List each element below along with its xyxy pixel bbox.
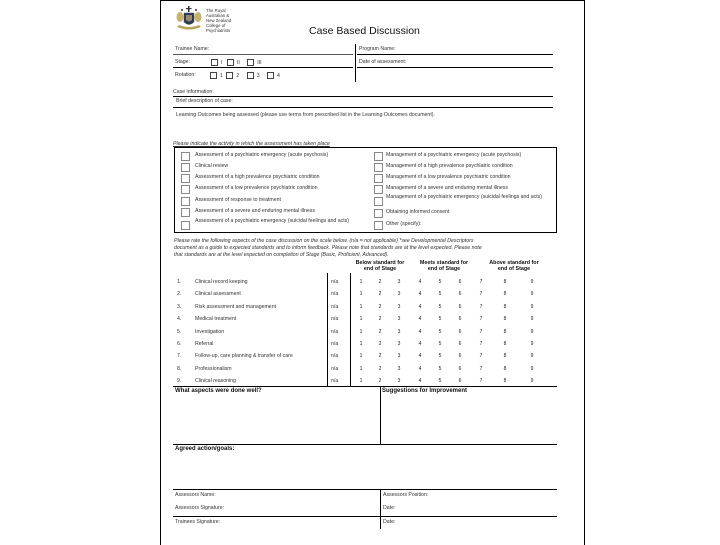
rating-option[interactable]: 8 (503, 341, 507, 347)
rating-option[interactable]: 7 (479, 365, 483, 372)
rating-option[interactable]: 5 (438, 291, 442, 298)
rating-option[interactable]: 6 (458, 279, 462, 285)
rating-option[interactable]: 1 (359, 316, 363, 323)
rating-option[interactable]: 3 (397, 279, 401, 285)
stage-label: Stage: (175, 59, 190, 65)
rating-option[interactable]: 9 (530, 341, 534, 347)
rating-na-option[interactable]: n/a (331, 328, 339, 335)
rating-na-option[interactable]: n/a (331, 291, 339, 298)
page-title: Case Based Discussion (309, 25, 420, 37)
rating-na-option[interactable]: n/a (331, 353, 339, 360)
rating-option[interactable]: 8 (503, 316, 507, 323)
rating-option[interactable]: 3 (397, 378, 401, 385)
case-information-heading: Case information: (173, 89, 214, 95)
item-label: Professionalism (195, 365, 232, 372)
rating-option[interactable]: 5 (438, 341, 442, 347)
item-number: 7. (177, 353, 182, 360)
rating-option[interactable]: 7 (479, 328, 483, 335)
rating-option[interactable]: 7 (479, 279, 483, 285)
rating-option[interactable]: 1 (359, 341, 363, 347)
activity-prompt: Please indicate the activity in which the assessment has taken place (173, 141, 330, 147)
rating-option[interactable]: 9 (530, 316, 534, 323)
rotation-options (210, 72, 280, 79)
program-name-label: Program Name: (359, 46, 396, 52)
rating-option[interactable]: 1 (359, 353, 363, 360)
rating-option[interactable]: 4 (418, 303, 422, 310)
rating-option[interactable]: 1 (359, 365, 363, 372)
activity-option-label: Management of a low prevalence psychiatric condition (386, 174, 511, 180)
item-label: Risk assessment and management (195, 303, 277, 310)
activity-checkbox[interactable] (181, 185, 190, 194)
rating-option[interactable]: 7 (479, 341, 483, 347)
column-header-above (479, 260, 549, 272)
rotation-checkbox-2[interactable] (226, 72, 233, 79)
date-of-assessment-label: Date of assessment: (359, 59, 407, 65)
rating-option[interactable]: 6 (458, 341, 462, 347)
rotation-option-label: 1 (220, 72, 223, 79)
column-header-line: Meets standard for (419, 260, 469, 266)
rating-option[interactable]: 2 (378, 365, 382, 372)
activity-checkbox[interactable] (374, 221, 383, 230)
rating-na-option[interactable]: n/a (331, 341, 339, 347)
rating-option[interactable]: 6 (458, 291, 462, 298)
rating-option[interactable]: 9 (530, 328, 534, 335)
rating-option[interactable]: 1 (359, 378, 363, 385)
activity-checkbox[interactable] (181, 197, 190, 206)
assessor-name-label[interactable]: Assessors Name: (175, 492, 216, 498)
column-header-below (345, 260, 415, 272)
rating-option[interactable]: 6 (458, 378, 462, 385)
rating-option[interactable]: 3 (397, 365, 401, 372)
college-name-line: New Zealand (206, 18, 232, 23)
stage-option-label: II (236, 59, 240, 66)
rating-option[interactable]: 1 (359, 328, 363, 335)
done-well-label: What aspects were done well? (175, 388, 262, 394)
rating-option[interactable]: 4 (418, 279, 422, 285)
item-label: Clinical record keeping (195, 279, 248, 285)
rating-option[interactable]: 4 (418, 365, 422, 372)
activity-option-label: Assessment of a high prevalence psychiatric condition (195, 174, 320, 180)
college-name-line: The Royal (206, 8, 226, 13)
activity-checkbox[interactable] (181, 221, 190, 230)
item-number: 3. (177, 303, 182, 310)
item-label: Follow-up, care planning & transfer of care (195, 353, 293, 360)
rotation-option-label: 4 (277, 72, 280, 79)
activity-option-label: Other (specify): (386, 221, 422, 227)
agreed-action-label: Agreed action/goals: (175, 446, 235, 452)
rotation-option-label: 3 (256, 72, 260, 79)
done-well-input[interactable] (174, 397, 378, 443)
rating-option[interactable]: 2 (378, 378, 382, 385)
rating-option[interactable]: 4 (418, 378, 422, 385)
rating-na-option[interactable]: n/a (331, 279, 339, 285)
item-label: Clinical reasoning (195, 378, 236, 385)
form-page (160, 0, 585, 545)
rating-option[interactable]: 2 (378, 303, 382, 310)
activity-option-label: Management of a psychiatric emergency (acute psychosis) (386, 152, 522, 158)
item-number: 1. (177, 279, 182, 285)
item-label: Medical treatment (195, 316, 237, 323)
rating-option[interactable]: 2 (378, 353, 382, 360)
item-number: 6. (177, 341, 182, 347)
assessor-signature-label[interactable]: Assessors Signature: (175, 505, 225, 511)
rating-option[interactable]: 4 (418, 291, 422, 298)
rating-na-option[interactable]: n/a (331, 378, 339, 385)
activity-option-label: Management of a psychiatric emergency (suicidal feelings and acts) (386, 194, 542, 200)
stage-option-label: I (221, 59, 223, 66)
trainee-signature-label[interactable]: Trainees Signature: (175, 519, 221, 525)
rating-na-option[interactable]: n/a (331, 303, 339, 310)
activity-option-label: Assessment of a psychiatric emergency (acute psychosis) (195, 152, 329, 158)
trainee-name-label: Trainee Name: (175, 46, 210, 52)
rating-option[interactable]: 5 (438, 365, 442, 372)
college-name-line: College of (206, 23, 226, 28)
rating-option[interactable]: 2 (378, 341, 382, 347)
college-crest-icon (175, 5, 203, 33)
rating-option[interactable]: 3 (397, 316, 401, 323)
rating-instructions: that standards are at the level expected on completion of Stage (Basic, Proficient, Advanced). (174, 252, 389, 258)
stage-option-label: III (257, 59, 262, 66)
rating-na-option[interactable]: n/a (331, 365, 339, 372)
rating-option[interactable]: 3 (397, 341, 401, 347)
item-number: 5. (177, 328, 182, 335)
improvement-label: Suggestions for Improvement (382, 388, 468, 394)
column-header-meets (409, 260, 479, 272)
rating-option[interactable]: 6 (458, 316, 462, 323)
rating-option[interactable]: 3 (397, 328, 401, 335)
activity-option-label: Assessment of a psychiatric emergency (suicidal feelings and acts) (195, 218, 349, 224)
rating-option[interactable]: 5 (438, 316, 442, 323)
rating-option[interactable]: 4 (418, 328, 422, 335)
rating-option[interactable]: 2 (378, 328, 382, 335)
activity-checkbox[interactable] (374, 152, 383, 161)
rating-option[interactable]: 8 (503, 291, 507, 298)
college-name (206, 8, 231, 33)
rating-option[interactable]: 9 (530, 291, 534, 298)
rating-option[interactable]: 5 (438, 378, 442, 385)
rating-option[interactable]: 9 (530, 279, 534, 285)
college-name-line: Australian & (206, 13, 230, 18)
rotation-option-label: 2 (236, 72, 240, 79)
trainee-date-label[interactable]: Date: (383, 519, 396, 525)
rating-option[interactable]: 9 (530, 353, 534, 360)
brief-description-label[interactable]: Brief description of case: (176, 98, 233, 104)
stage-options (211, 59, 262, 66)
rating-option[interactable]: 9 (530, 378, 534, 385)
item-label: Investigation (195, 328, 225, 335)
rotation-checkbox-4[interactable] (267, 72, 274, 79)
activity-option-label: Obtaining informed consent (386, 209, 450, 215)
rating-option[interactable]: 1 (359, 303, 363, 310)
activity-option-label: Clinical review (195, 163, 229, 169)
rating-option[interactable]: 7 (479, 353, 483, 360)
rating-option[interactable]: 7 (479, 291, 483, 298)
rating-option[interactable]: 9 (530, 365, 534, 372)
activity-checkbox[interactable] (374, 185, 383, 194)
rating-option[interactable]: 8 (503, 378, 507, 385)
rotation-checkbox-1[interactable] (210, 72, 217, 79)
rating-option[interactable]: 8 (503, 303, 507, 310)
rating-instructions: document as a guide to expected standards and to inform feedback. Please note that standards are at the level expected. Please note (174, 245, 482, 251)
activity-option-label: Management of a severe and enduring mental illness (386, 185, 508, 191)
activity-checkbox[interactable] (374, 197, 383, 206)
activity-checkbox[interactable] (374, 174, 383, 183)
rating-option[interactable]: 2 (378, 316, 382, 323)
rating-option[interactable]: 9 (530, 303, 534, 310)
rotation-checkbox-3[interactable] (247, 72, 254, 79)
improvement-input[interactable] (383, 397, 555, 443)
item-label: Referral (195, 341, 214, 347)
rating-option[interactable]: 6 (458, 353, 462, 360)
rating-option[interactable]: 6 (458, 328, 462, 335)
agreed-action-input[interactable] (174, 455, 554, 488)
rating-option[interactable]: 3 (397, 353, 401, 360)
item-number: 8. (177, 365, 182, 372)
rating-option[interactable]: 5 (438, 279, 442, 285)
item-number: 4. (177, 316, 182, 323)
activity-checkbox[interactable] (374, 163, 383, 172)
rating-option[interactable]: 8 (503, 279, 507, 285)
column-header-line: Above standard for (489, 260, 539, 266)
activity-checkbox[interactable] (181, 163, 190, 172)
activity-option-label: Management of a high prevalence psychiatric condition (386, 163, 513, 169)
stage-checkbox-iii[interactable] (247, 59, 254, 66)
rating-option[interactable]: 8 (503, 353, 507, 360)
rating-option[interactable]: 3 (397, 291, 401, 298)
rating-option[interactable]: 7 (479, 303, 483, 310)
rating-option[interactable]: 1 (359, 279, 363, 285)
column-header-line: end of Stage (427, 266, 461, 272)
activity-checkbox[interactable] (181, 174, 190, 183)
column-header-line: Below standard for (355, 260, 405, 266)
rating-option[interactable]: 5 (438, 303, 442, 310)
college-name-line: Psychiatrists (206, 28, 231, 33)
learning-outcomes-label[interactable]: Learning Outcomes being assessed (please use terms from prescribed list in the Learning Outcomes document). (176, 112, 435, 118)
rating-option[interactable]: 2 (378, 291, 382, 298)
rating-option[interactable]: 3 (397, 303, 401, 310)
item-number: 2. (177, 291, 182, 298)
activity-box (174, 147, 557, 233)
activity-option-label: Assessment of response to treatment (195, 197, 281, 203)
rating-option[interactable]: 1 (359, 291, 363, 298)
rating-option[interactable]: 8 (503, 328, 507, 335)
rating-option[interactable]: 4 (418, 353, 422, 360)
stage-checkbox-i[interactable] (211, 59, 218, 66)
assessor-date-label[interactable]: Date: (383, 505, 396, 511)
rating-option[interactable]: 7 (479, 316, 483, 323)
activity-option-label: Assessment of a severe and enduring mental illness (195, 208, 315, 214)
rating-option[interactable]: 6 (458, 365, 462, 372)
activity-option-label: Assessment of a low prevalence psychiatric condition (195, 185, 318, 191)
column-header-line: end of Stage (363, 266, 397, 272)
rating-option[interactable]: 2 (378, 279, 382, 285)
item-number: 9. (177, 378, 182, 385)
rating-option[interactable]: 4 (418, 341, 422, 347)
rating-na-option[interactable]: n/a (331, 316, 339, 323)
item-label: Clinical assessment (195, 291, 241, 298)
rating-option[interactable]: 7 (479, 378, 483, 385)
activity-checkbox[interactable] (374, 209, 383, 218)
column-header-line: end of Stage (497, 266, 531, 272)
activity-checkbox[interactable] (181, 208, 190, 217)
activity-checkbox[interactable] (181, 152, 190, 161)
rating-option[interactable]: 6 (458, 303, 462, 310)
stage-checkbox-ii[interactable] (227, 59, 234, 66)
rating-option[interactable]: 8 (503, 365, 507, 372)
rating-option[interactable]: 4 (418, 316, 422, 323)
rating-option[interactable]: 5 (438, 353, 442, 360)
rating-option[interactable]: 5 (438, 328, 442, 335)
rating-instructions: Please rate the following aspects of the case discussion on the scale below. (n/a = not applicable) *see Developmental Descriptors (174, 238, 474, 244)
assessor-position-label[interactable]: Assessors Position: (383, 492, 429, 498)
rotation-label: Rotation: (175, 72, 196, 78)
